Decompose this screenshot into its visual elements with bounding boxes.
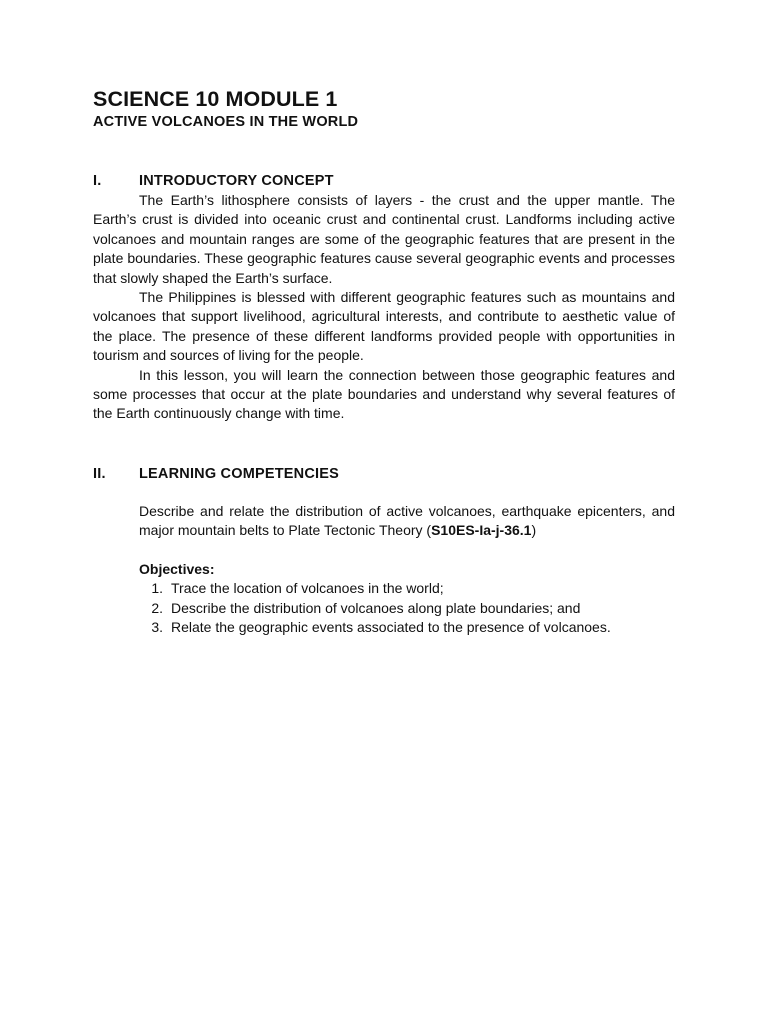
document-page	[93, 86, 675, 637]
list-number: 2.	[151, 599, 163, 616]
objectives-list	[139, 579, 675, 637]
competency-close: )	[531, 522, 537, 539]
section-number: I.	[93, 173, 102, 189]
list-item	[139, 579, 675, 598]
intro-paragraph-1: The Earth’s lithosphere consists of layers - the crust and the upper mantle. The Earth’s crust is divided into oceanic crust and continental crust. Landforms including active volcanoes and mountain ranges are some of the geographic features that are present in the plate boundaries. These geographic features cause several geographic events and processes that slowly shaped the Earth’s surface.	[93, 192, 675, 286]
intro-paragraph-3: In this lesson, you will learn the connection between those geographic features and some processes that occur at the plate boundaries and understand why several features of the Earth continuously change with time.	[93, 366, 675, 422]
objectives-label: Objectives:	[139, 560, 215, 577]
section-title: LEARNING COMPETENCIES	[139, 465, 339, 482]
module-subtitle: ACTIVE VOLCANOES IN THE WORLD	[93, 114, 359, 130]
section-heading-learning-competencies	[93, 464, 675, 484]
list-number: 3.	[151, 618, 163, 635]
section-number: II.	[93, 465, 106, 482]
section-heading-introductory-concept	[93, 171, 675, 191]
list-number: 1.	[151, 580, 163, 597]
competency-statement	[139, 502, 675, 541]
list-text: Relate the geographic events associated to the presence of volcanoes.	[171, 618, 611, 635]
section-title: INTRODUCTORY CONCEPT	[139, 173, 334, 189]
list-item	[139, 599, 675, 618]
intro-paragraph-2: The Philippines is blessed with different geographic features such as mountains and volcanoes that support livelihood, agricultural interests, and contribute to aesthetic value of the place. The presence of these different landforms provided people with opportunities in tourism and sources of living for the people.	[93, 289, 675, 364]
competency-text: Describe and relate the distribution of active volcanoes, earthquake epicenters, and major mountain belts to Plate Tectonic Theory (	[139, 502, 675, 539]
list-item	[139, 618, 675, 637]
module-title: SCIENCE 10 MODULE 1	[93, 87, 338, 111]
competency-code: S10ES-Ia-j-36.1	[431, 522, 532, 539]
list-text: Describe the distribution of volcanoes along plate boundaries; and	[171, 599, 581, 616]
list-text: Trace the location of volcanoes in the world;	[171, 580, 444, 597]
